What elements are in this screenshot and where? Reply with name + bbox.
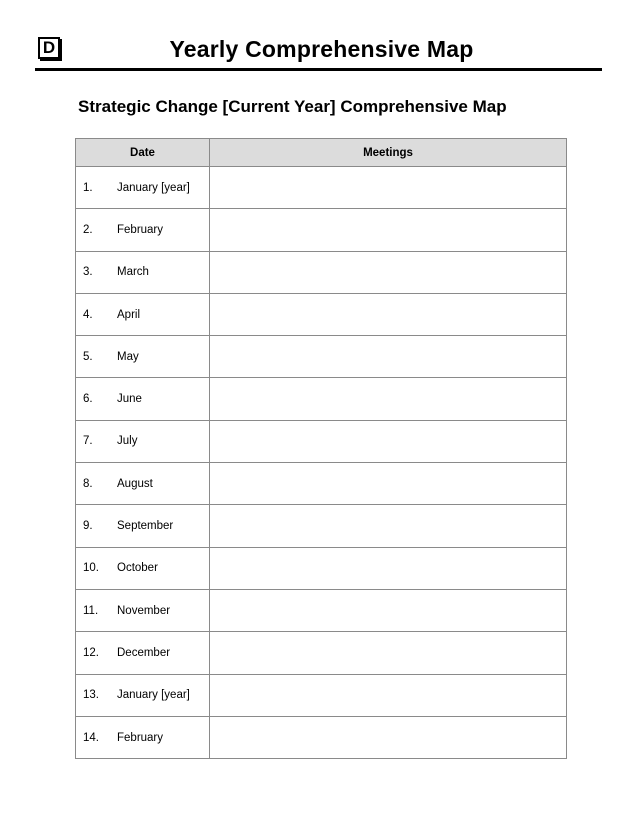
month-label: August <box>117 477 153 490</box>
meetings-cell[interactable] <box>210 674 567 716</box>
row-number: 9. <box>83 520 93 533</box>
date-cell <box>76 209 210 251</box>
row-number: 13. <box>83 689 99 702</box>
meetings-cell[interactable] <box>210 293 567 335</box>
date-cell <box>76 251 210 293</box>
date-cell <box>76 167 210 209</box>
meetings-cell[interactable] <box>210 420 567 462</box>
table-row <box>76 167 567 209</box>
date-cell <box>76 716 210 758</box>
table-header-row <box>76 139 567 167</box>
row-number: 2. <box>83 223 93 236</box>
month-label: February <box>117 731 164 744</box>
month-label: November <box>117 604 171 617</box>
date-cell <box>76 463 210 505</box>
row-number: 8. <box>83 477 93 490</box>
meetings-cell[interactable] <box>210 463 567 505</box>
table-row <box>76 420 567 462</box>
date-cell <box>76 547 210 589</box>
meetings-cell[interactable] <box>210 716 567 758</box>
meetings-cell[interactable] <box>210 547 567 589</box>
table-row <box>76 589 567 631</box>
meetings-cell[interactable] <box>210 209 567 251</box>
page-title: Yearly Comprehensive Map <box>169 36 474 62</box>
month-label: July <box>117 435 138 448</box>
row-number: 1. <box>83 181 93 194</box>
meetings-cell[interactable] <box>210 378 567 420</box>
table-row <box>76 505 567 547</box>
row-number: 11. <box>83 604 99 617</box>
meetings-cell[interactable] <box>210 251 567 293</box>
date-cell <box>76 632 210 674</box>
meetings-cell[interactable] <box>210 589 567 631</box>
row-number: 4. <box>83 308 93 321</box>
section-d-icon: D <box>38 37 60 59</box>
page-header <box>35 32 602 71</box>
month-label: September <box>117 520 174 533</box>
date-cell <box>76 589 210 631</box>
date-cell <box>76 336 210 378</box>
month-label: March <box>117 266 149 279</box>
row-number: 3. <box>83 266 93 279</box>
row-number: 12. <box>83 646 99 659</box>
table-row <box>76 378 567 420</box>
month-label: January [year] <box>117 689 190 702</box>
date-cell <box>76 420 210 462</box>
table-row <box>76 547 567 589</box>
row-number: 14. <box>83 731 99 744</box>
meetings-cell[interactable] <box>210 167 567 209</box>
table-row <box>76 674 567 716</box>
table-row <box>76 336 567 378</box>
table-row <box>76 463 567 505</box>
month-label: April <box>117 308 141 321</box>
table-row <box>76 251 567 293</box>
date-column-header: Date <box>76 139 210 167</box>
date-cell <box>76 505 210 547</box>
meetings-cell[interactable] <box>210 336 567 378</box>
table-row <box>76 293 567 335</box>
row-number: 10. <box>83 562 99 575</box>
month-label: January [year] <box>117 181 190 194</box>
table-row <box>76 716 567 758</box>
map-subtitle: Strategic Change [Current Year] Comprehensive Map <box>78 97 507 116</box>
meetings-cell[interactable] <box>210 632 567 674</box>
date-cell <box>76 378 210 420</box>
row-number: 7. <box>83 435 93 448</box>
date-cell <box>76 674 210 716</box>
table-row <box>76 209 567 251</box>
table-body <box>76 167 567 759</box>
row-number: 6. <box>83 393 93 406</box>
month-label: February <box>117 223 164 236</box>
row-number: 5. <box>83 350 93 363</box>
month-label: October <box>117 562 158 575</box>
month-label: June <box>117 393 142 406</box>
comprehensive-map-table <box>75 138 567 759</box>
month-label: May <box>117 350 139 363</box>
table-row <box>76 632 567 674</box>
month-label: December <box>117 646 171 659</box>
meetings-column-header: Meetings <box>210 139 567 167</box>
meetings-cell[interactable] <box>210 505 567 547</box>
date-cell <box>76 293 210 335</box>
